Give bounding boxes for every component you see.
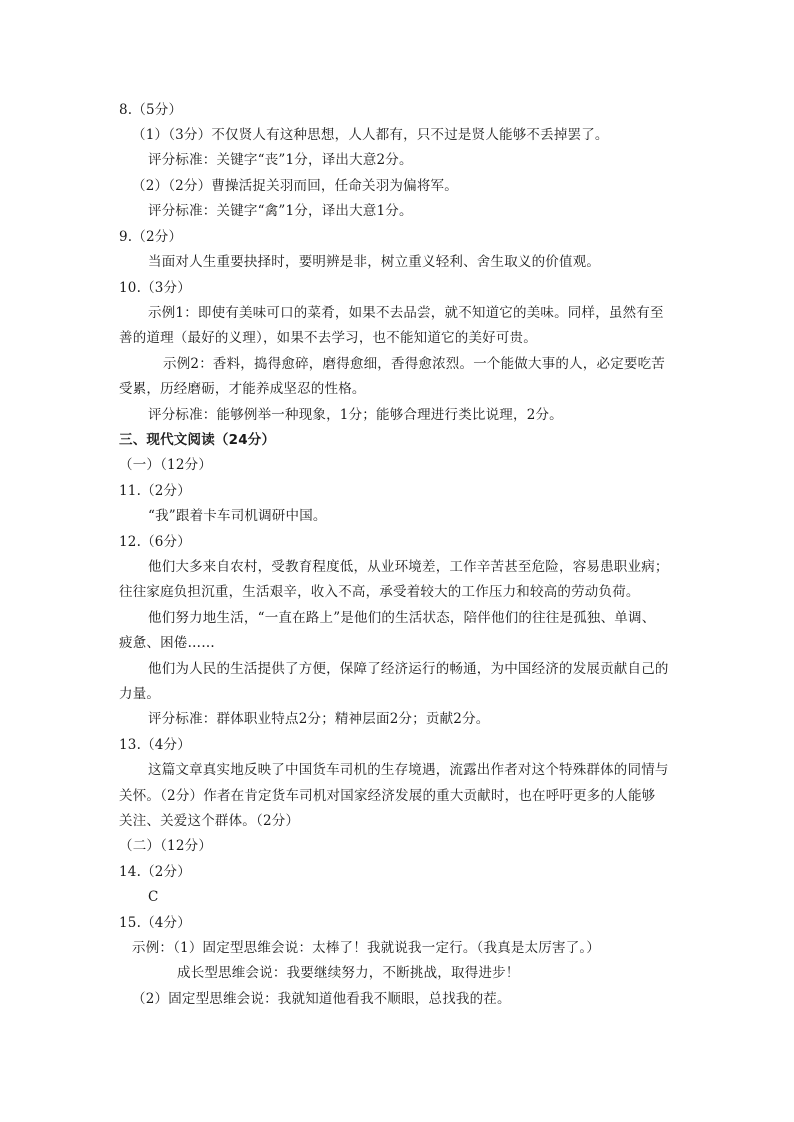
scoring-criteria: 评分标准：群体职业特点2分；精神层面2分；贡献2分。	[148, 711, 490, 727]
answer-paragraph: 力量。	[119, 686, 161, 702]
question-9-header: 9.（2分）	[119, 229, 183, 245]
answer-paragraph: 关怀。（2分）作者在肯定货车司机对国家经济发展的重大贡献时，也在呼吁更多的人能够	[119, 788, 656, 804]
answer-paragraph: 关注、关爱这个群体。（2分）	[119, 813, 300, 829]
question-8-part-1: （1）（3分）不仅贤人有这种思想，人人都有，只不过是贤人能够不丢掉罢了。	[132, 127, 609, 143]
question-15-header: 15.（4分）	[119, 915, 191, 931]
answer-paragraph: 当面对人生重要抉择时，要明辨是非，树立重义轻利、舍生取义的价值观。	[148, 254, 601, 270]
question-8-header: 8.（5分）	[119, 102, 183, 118]
question-10-header: 10.（3分）	[119, 280, 191, 296]
question-13-header: 13.（4分）	[119, 737, 191, 753]
answer-paragraph: 往往家庭负担沉重，生活艰辛，收入不高，承受着较大的工作压力和较高的劳动负荷。	[119, 584, 640, 600]
scoring-criteria: 评分标准：关键字“丧”1分，译出大意2分。	[148, 152, 413, 168]
answer-choice: C	[148, 889, 159, 905]
question-12-header: 12.（6分）	[119, 534, 191, 550]
question-14-header: 14.（2分）	[119, 864, 191, 880]
answer-paragraph: 示例：（1）固定型思维会说：太棒了！我就说我一定行。（我真是太厉害了。）	[132, 940, 601, 956]
scoring-criteria: 评分标准：关键字“禽”1分，译出大意1分。	[148, 203, 413, 219]
answer-paragraph: 受累，历经磨砺，才能养成坚忍的性格。	[119, 381, 366, 397]
answer-paragraph: 示例2：香料，捣得愈碎，磨得愈细，香得愈浓烈。一个能做大事的人，必定要吃苦	[163, 356, 665, 372]
question-8-part-2: （2）（2分）曹操活捉关羽而回，任命关羽为偏将军。	[132, 178, 458, 194]
answer-paragraph: （2）固定型思维会说：我就知道他看我不顺眼，总找我的茬。	[132, 991, 511, 1007]
section-heading: 三、现代文阅读（24分）	[119, 432, 276, 448]
question-11-header: 11.（2分）	[119, 483, 191, 499]
subsection-heading: （二）（12分）	[119, 838, 213, 854]
answer-paragraph: 善的道理（最好的义理），如果不去学习，也不能知道它的美好可贵。	[119, 330, 537, 346]
answer-paragraph: 成长型思维会说：我要继续努力，不断挑战，取得进步！	[177, 965, 520, 981]
answer-paragraph: 疲惫、困倦……	[119, 635, 215, 651]
subsection-heading: （一）（12分）	[119, 457, 213, 473]
scoring-criteria: 评分标准：能够例举一种现象，1分；能够合理进行类比说理，2分。	[148, 407, 563, 423]
answer-paragraph: 他们为人民的生活提供了方便，保障了经济运行的畅通，为中国经济的发展贡献自己的	[148, 661, 669, 677]
answer-paragraph: 他们努力地生活，“一直在路上”是他们的生活状态，陪伴他们的往往是孤独、单调、	[148, 610, 656, 626]
answer-paragraph: 他们大多来自农村，受教育程度低，从业环境差，工作辛苦甚至危险，容易患职业病；	[148, 559, 669, 575]
answer-paragraph: “我”跟着卡车司机调研中国。	[148, 508, 327, 524]
answer-paragraph: 示例1：即使有美味可口的菜肴，如果不去品尝，就不知道它的美味。同样，虽然有至	[148, 305, 664, 321]
answer-paragraph: 这篇文章真实地反映了中国货车司机的生存境遇，流露出作者对这个特殊群体的同情与	[148, 762, 669, 778]
